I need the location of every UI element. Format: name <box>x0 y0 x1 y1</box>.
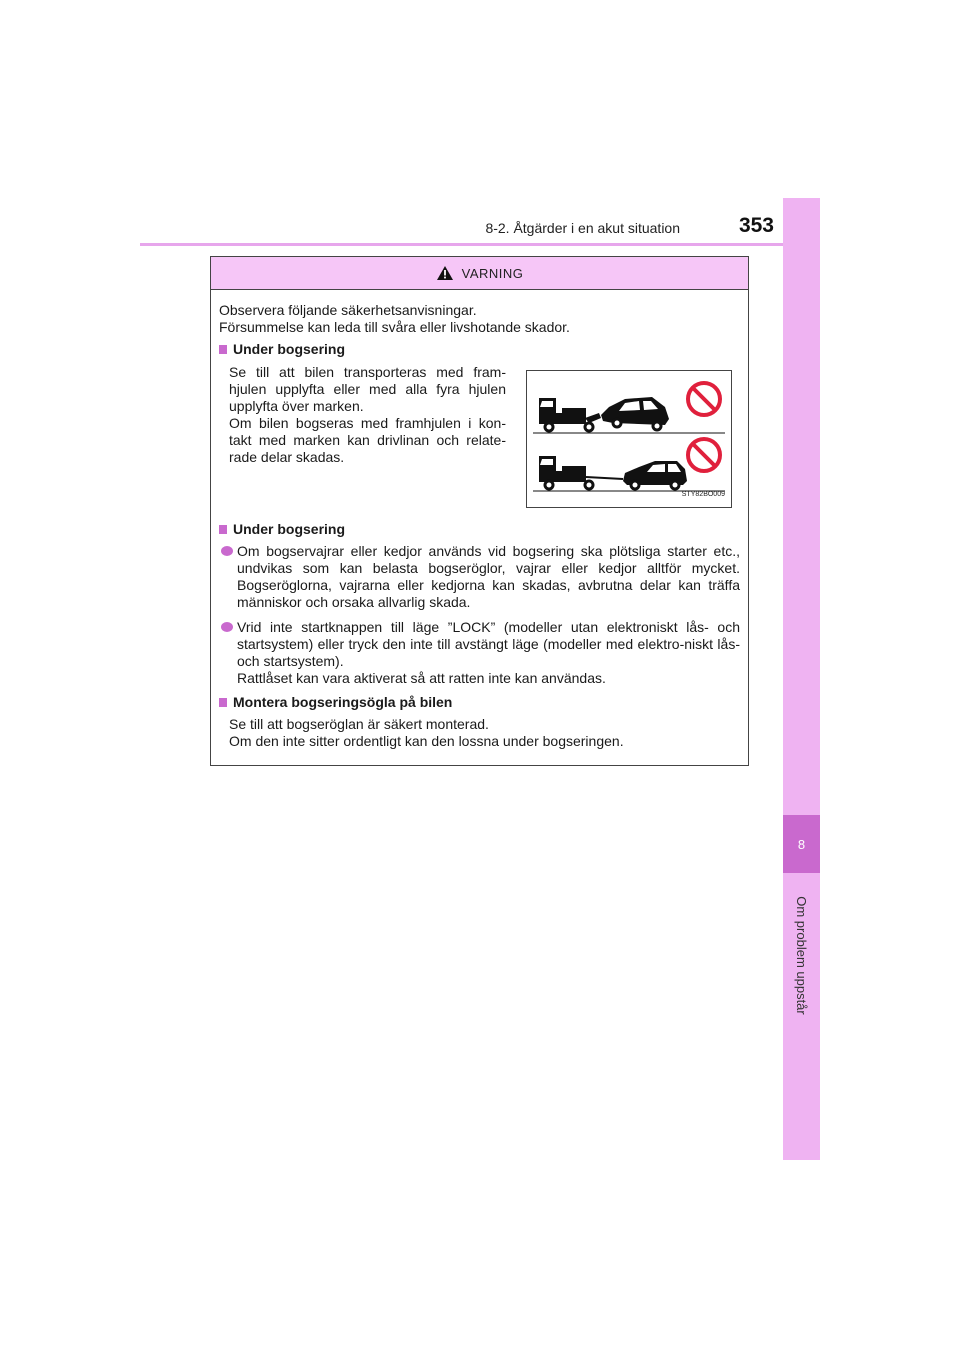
illustration-code: STY82BO009 <box>681 491 725 498</box>
warning-box <box>210 256 749 766</box>
list-item-text: Vrid inte startknappen till läge ”LOCK” (modeller utan elektroniskt lås- och startsystem) eller tryck den inte till avstängt läge (modeller med elektro-niskt lås- och startsystem). <box>237 619 740 669</box>
square-bullet-icon <box>219 525 227 534</box>
section-body: Om bilen bogseras med framhjulen i kon-takt med marken kan drivlinan och relate-rade delar skadas. <box>229 415 506 465</box>
round-bullet-icon <box>221 546 233 556</box>
list-item-text: Om bogservajrar eller kedjor används vid bogsering ska plötsliga starter etc., undvikas som kan belasta bogseröglor, vajrar eller kedjor alltför mycket. Bogseröglorna, vajrarna eller kedjorna kan skadas, avbrutna delar kan träffa människor och orsaka allvarlig skada. <box>237 543 740 610</box>
warning-header <box>211 257 748 290</box>
square-bullet-icon <box>219 345 227 354</box>
section-body: Om den inte sitter ordentligt kan den lossna under bogseringen. <box>229 733 624 749</box>
header-divider <box>140 243 820 246</box>
towed-car-top <box>601 397 669 432</box>
prohibited-icon <box>688 383 720 415</box>
towed-car-bottom <box>623 461 687 491</box>
prohibited-towing-illustration <box>526 370 732 508</box>
chapter-title: Om problem uppstår <box>794 895 809 1015</box>
warning-intro-line2: Försummelse kan leda till svåra eller livshotande skador. <box>219 319 570 335</box>
chapter-number-tab[interactable]: 8 <box>783 815 820 873</box>
page-number: 353 <box>738 214 774 237</box>
section-heading-text: Under bogsering <box>233 341 346 357</box>
square-bullet-icon <box>219 698 227 707</box>
section-heading-text: Under bogsering <box>233 521 346 537</box>
list-item <box>219 619 740 670</box>
section-heading <box>219 521 740 538</box>
warning-triangle-icon <box>436 265 454 281</box>
list-item-note: Rattlåset kan vara aktiverat så att ratten inte kan användas. <box>237 670 606 686</box>
section-heading <box>219 341 740 358</box>
list-item <box>219 543 740 611</box>
warning-intro-line1: Observera följande säkerhetsanvisningar. <box>219 302 477 318</box>
section-body: Se till att bogseröglan är säkert monterad. <box>229 716 489 732</box>
warning-title: VARNING <box>461 265 524 281</box>
round-bullet-icon <box>221 622 233 632</box>
chapter-title-tab[interactable] <box>783 880 820 1030</box>
section-title: 8-2. Åtgärder i en akut situation <box>485 220 680 236</box>
tow-truck-top <box>539 398 601 433</box>
section-heading <box>219 694 740 711</box>
prohibited-icon <box>688 439 720 471</box>
section-body: Se till att bilen transporteras med fram-hjulen upplyfta eller med alla fyra hjulen upplyfta över marken. <box>229 364 506 414</box>
tow-truck-bottom <box>539 456 623 491</box>
section-heading-text: Montera bogseringsögla på bilen <box>233 694 453 710</box>
